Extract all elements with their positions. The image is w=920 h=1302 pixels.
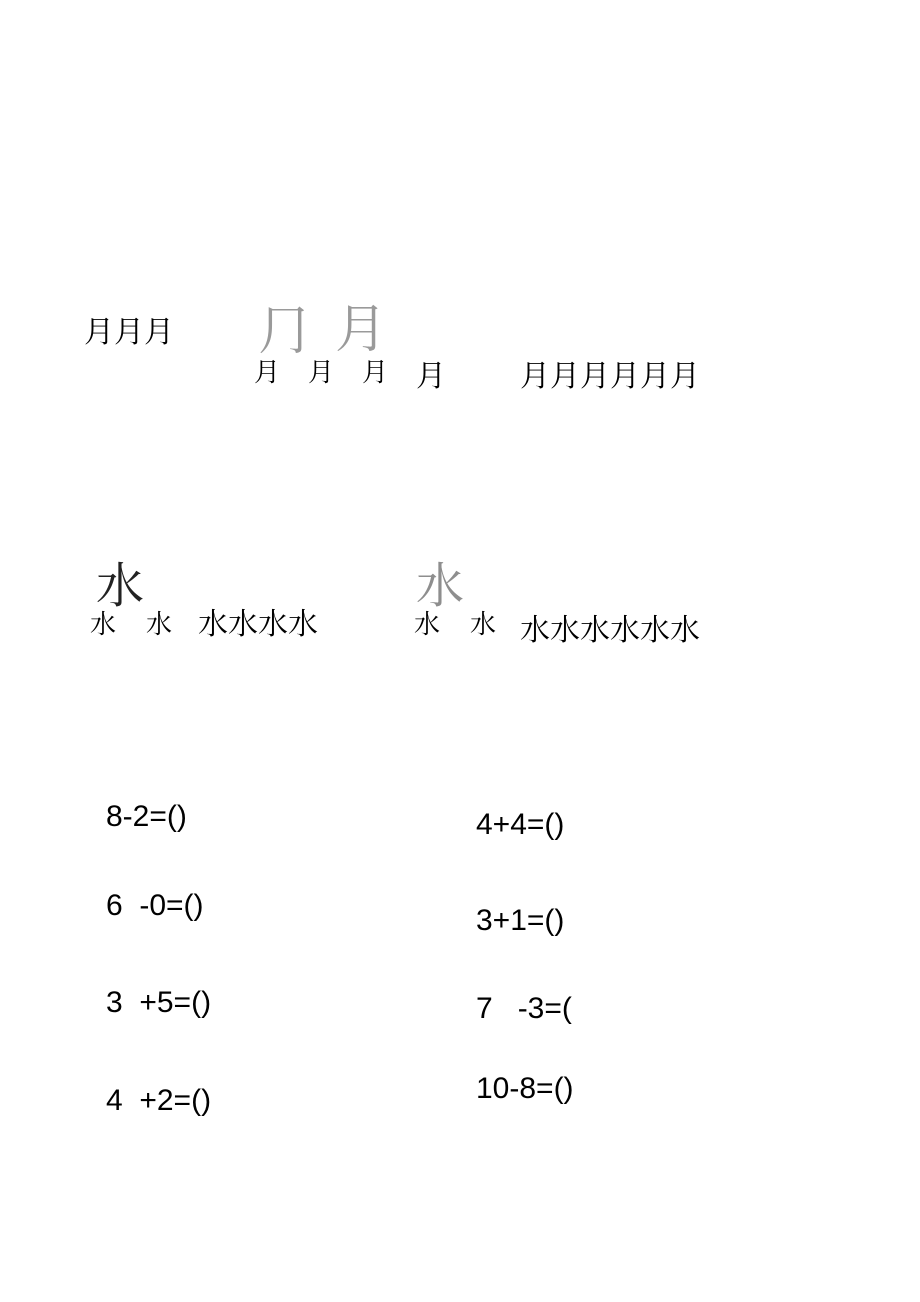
math-problem-left-4: 4 +2=() <box>106 1084 212 1117</box>
math-problem-left-1: 8-2=() <box>106 800 187 833</box>
yue-single-char: 月 <box>416 359 446 394</box>
shui-small-char-right-2: 水 <box>470 610 497 640</box>
yue-small-char-3: 月 <box>362 358 389 388</box>
yue-stroke-order-step-2: 月 <box>335 300 388 360</box>
shui-big-char-left: 水 <box>96 558 145 614</box>
math-problem-right-2: 3+1=() <box>476 904 565 937</box>
yue-practice-row-left: 月月月 <box>84 315 174 350</box>
shui-practice-row-right: 水水水水水水 <box>520 613 700 648</box>
yue-small-char-2: 月 <box>308 358 335 388</box>
shui-small-char-right-1: 水 <box>414 610 441 640</box>
shui-small-char-left-1: 水 <box>90 610 117 640</box>
math-problem-right-4: 10-8=() <box>476 1072 574 1105</box>
math-problem-right-3: 7 -3=( <box>476 992 572 1025</box>
math-problem-left-2: 6 -0=() <box>106 889 204 922</box>
yue-small-char-1: 月 <box>254 358 281 388</box>
shui-small-char-left-2: 水 <box>146 610 173 640</box>
shui-big-char-right: 水 <box>416 558 465 614</box>
yue-stroke-order-step-1: ⺆ <box>258 302 311 362</box>
shui-practice-row-left: 水水水水 <box>198 607 318 642</box>
yue-practice-row-right: 月月月月月月 <box>520 359 700 394</box>
math-problem-right-1: 4+4=() <box>476 808 565 841</box>
math-problem-left-3: 3 +5=() <box>106 986 212 1019</box>
